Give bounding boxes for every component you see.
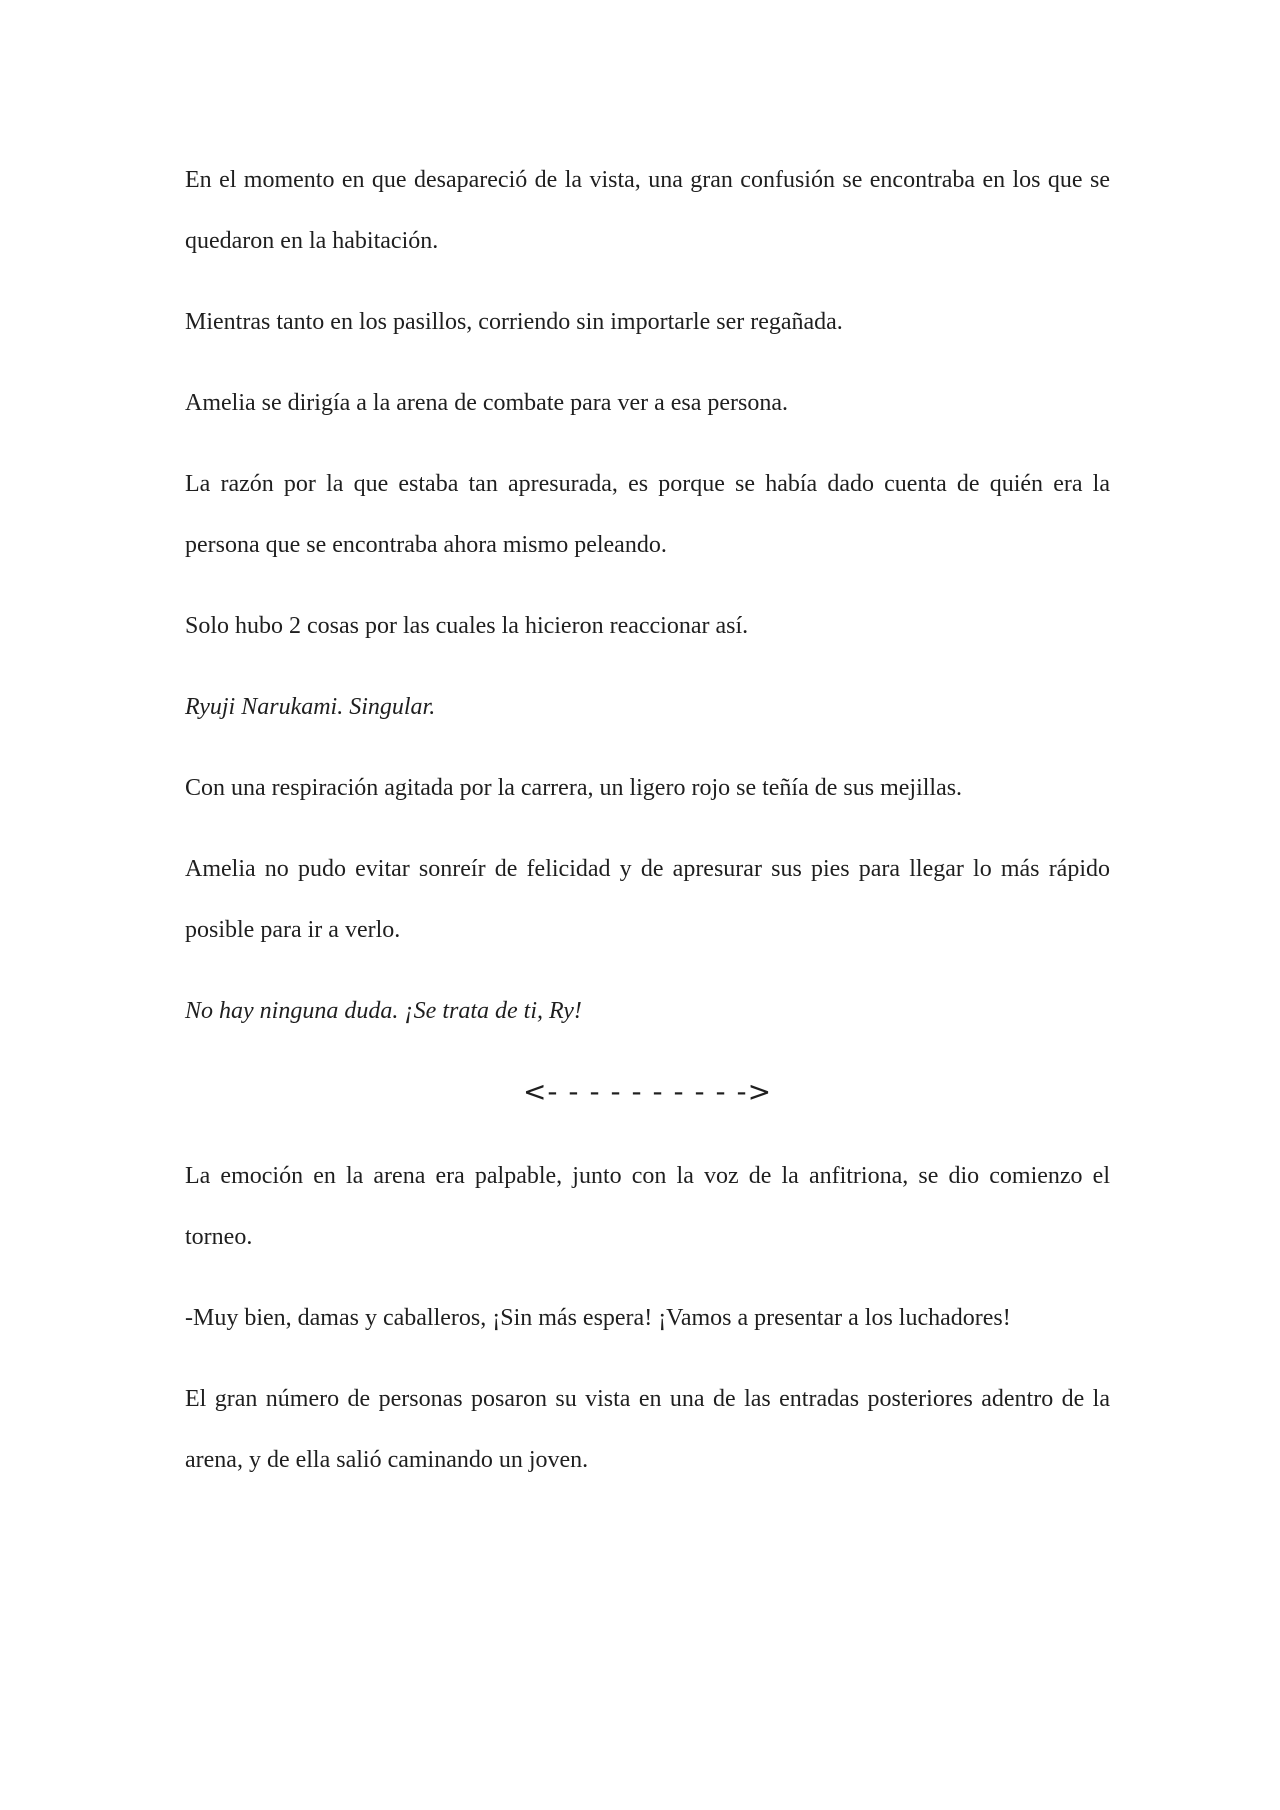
paragraph-3: Amelia se dirigía a la arena de combate para ver a esa persona.	[185, 390, 789, 416]
paragraph-4: La razón por la que estaba tan apresurada, es porque se había dado cuenta de quién era la persona que se encontraba ahora mismo peleando.	[185, 471, 1110, 558]
paragraph-9-thought: No hay ninguna duda. ¡Se trata de ti, Ry!	[185, 998, 582, 1024]
document-body	[185, 150, 1110, 1511]
paragraph-12: El gran número de personas posaron su vista en una de las entradas posteriores adentro de la arena, y de ella salió caminando un joven.	[185, 1386, 1110, 1473]
paragraph-10: La emoción en la arena era palpable, junto con la voz de la anfitriona, se dio comienzo el torneo.	[185, 1163, 1110, 1250]
paragraph-5: Solo hubo 2 cosas por las cuales la hicieron reaccionar así.	[185, 613, 749, 639]
paragraph-2: Mientras tanto en los pasillos, corriendo sin importarle ser regañada.	[185, 309, 843, 335]
paragraph-1: En el momento en que desapareció de la vista, una gran confusión se encontraba en los que se quedaron en la habitación.	[185, 167, 1110, 254]
paragraph-6-thought: Ryuji Narukami. Singular.	[185, 694, 436, 720]
paragraph-7: Con una respiración agitada por la carrera, un ligero rojo se teñía de sus mejillas.	[185, 775, 963, 801]
paragraph-11-dialogue: -Muy bien, damas y caballeros, ¡Sin más espera! ¡Vamos a presentar a los luchadores!	[185, 1305, 1011, 1331]
scene-separator: <- - - - - - - - - ->	[522, 1075, 773, 1108]
paragraph-8: Amelia no pudo evitar sonreír de felicidad y de apresurar sus pies para llegar lo más rápido posible para ir a verlo.	[185, 856, 1110, 943]
